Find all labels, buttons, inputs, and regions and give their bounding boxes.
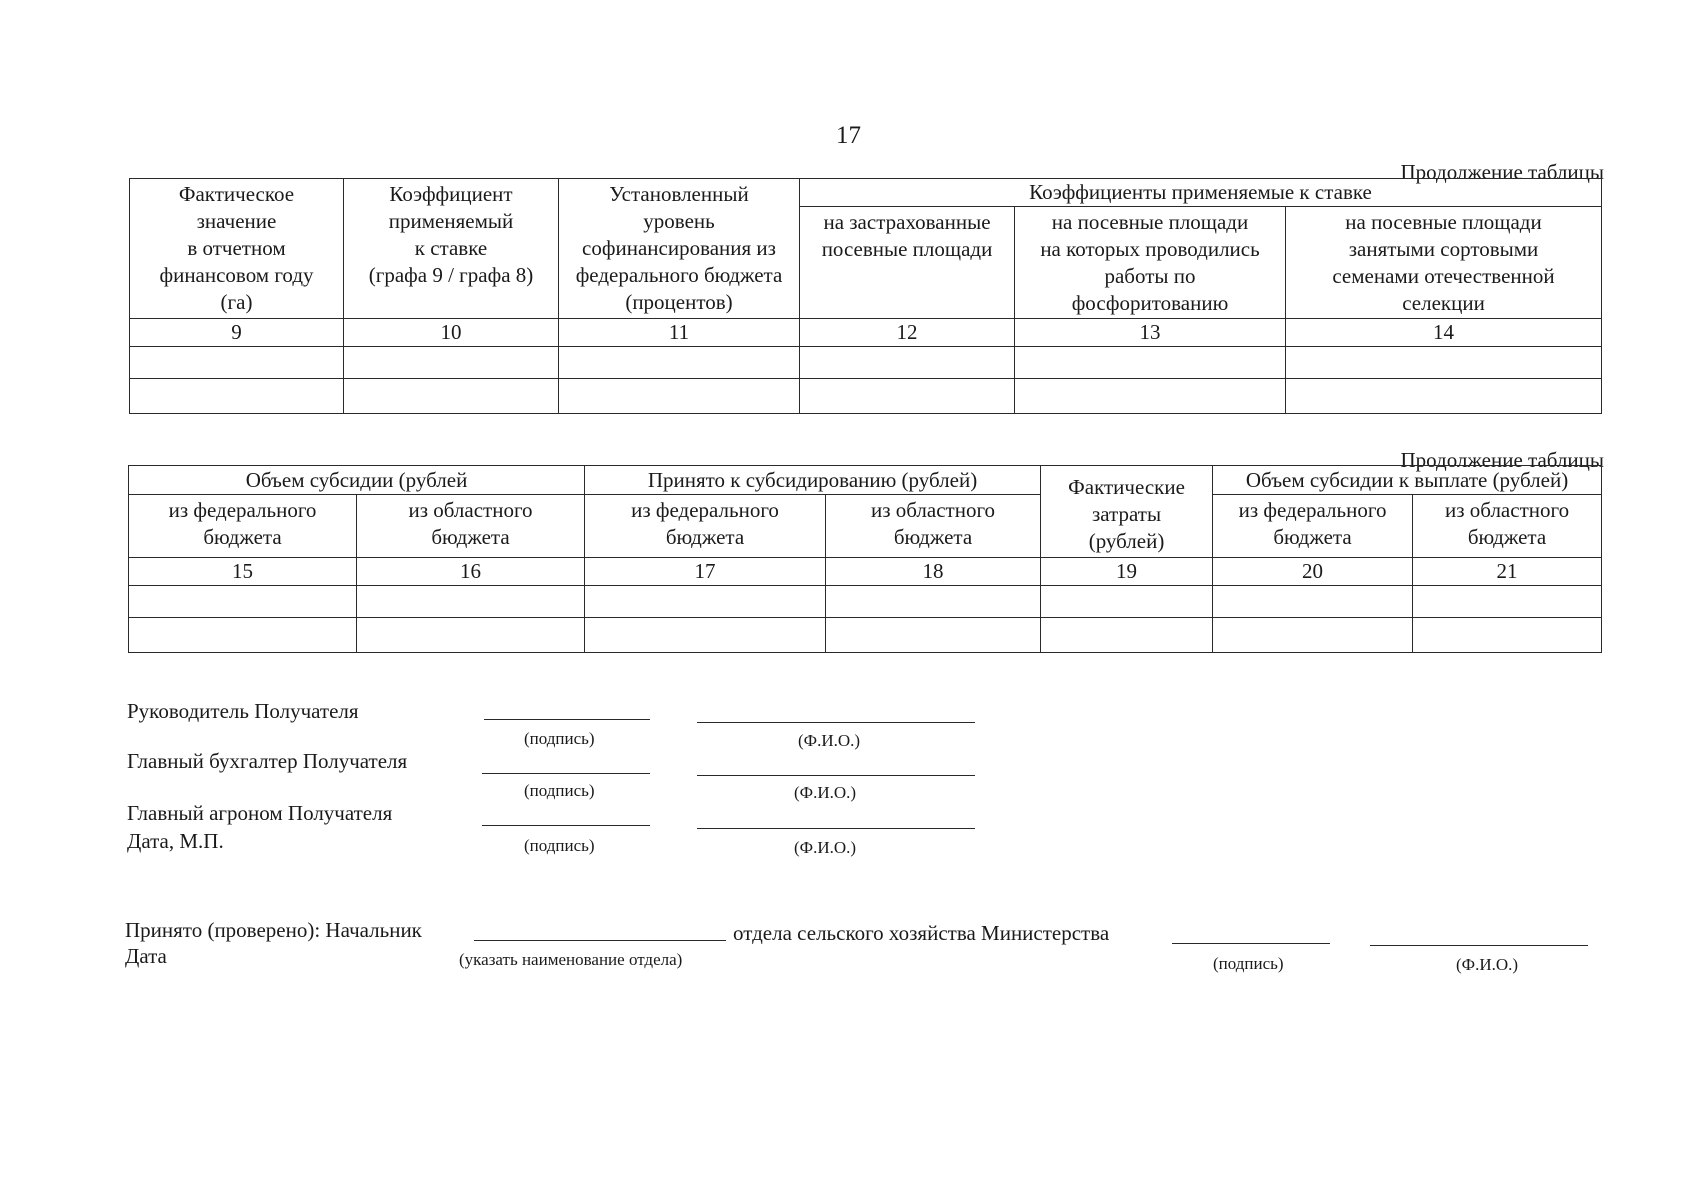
page-number: 17 xyxy=(836,122,861,149)
header-line: из областного xyxy=(870,498,996,523)
column-number: 19 xyxy=(1041,557,1213,585)
column-number: 16 xyxy=(357,557,585,585)
signature-caption: (подпись) xyxy=(524,781,595,800)
header-line: фосфоритованию xyxy=(1071,290,1229,315)
header-line: к ставке xyxy=(414,235,488,260)
table-cell[interactable] xyxy=(129,617,357,652)
header-line: софинансирования из xyxy=(582,235,776,260)
table-row xyxy=(129,617,1602,652)
header-domestic-seeds-areas xyxy=(1286,206,1602,319)
fio-caption: (Ф.И.О.) xyxy=(1456,955,1519,974)
header-line: работы по xyxy=(1104,263,1196,288)
agronomist-signature-line[interactable] xyxy=(482,825,650,826)
header-line: (графа 9 / графа 8) xyxy=(368,262,534,287)
table-cell[interactable] xyxy=(585,617,826,652)
column-number: 14 xyxy=(1286,319,1602,347)
header-federal-budget xyxy=(1213,495,1413,557)
header-line: бюджета xyxy=(1273,525,1352,550)
header-line: на которых проводились xyxy=(1040,236,1260,261)
table-cell[interactable] xyxy=(129,585,357,617)
table2-header-row-1 xyxy=(129,466,1602,495)
column-number: 18 xyxy=(826,557,1041,585)
header-regional-budget xyxy=(357,495,585,557)
header-line: селекции xyxy=(1402,290,1485,315)
column-number: 11 xyxy=(559,319,800,347)
signature-caption: (подпись) xyxy=(524,836,595,855)
table-cell[interactable] xyxy=(1213,617,1413,652)
column-number: 10 xyxy=(344,319,559,347)
coefficients-table xyxy=(129,178,1602,414)
header-regional-budget xyxy=(1413,495,1602,557)
header-cofinancing-level xyxy=(559,179,800,319)
header-line: (га) xyxy=(220,289,253,314)
header-line: семенами отечественной xyxy=(1332,263,1555,288)
head-of-recipient-label: Руководитель Получателя xyxy=(127,699,359,723)
column-number: 9 xyxy=(130,319,344,347)
agronomist-fio-line[interactable] xyxy=(697,828,975,829)
column-number: 20 xyxy=(1213,557,1413,585)
header-accepted-group: Принято к субсидированию (рублей) xyxy=(585,466,1041,495)
header-line: Коэффициент xyxy=(389,182,513,206)
header-actual-costs xyxy=(1041,466,1213,558)
column-number: 17 xyxy=(585,557,826,585)
header-line: Фактическое xyxy=(178,182,295,206)
chief-agronomist-label: Главный агроном Получателя xyxy=(127,801,393,825)
header-line: бюджета xyxy=(893,525,973,550)
header-line: затраты xyxy=(1091,501,1162,526)
subsidy-volume-table xyxy=(128,465,1602,653)
table-cell[interactable] xyxy=(344,347,559,379)
signature-caption: (подпись) xyxy=(524,729,595,748)
header-line: на застрахованные xyxy=(823,209,991,234)
table-row xyxy=(130,347,1602,379)
continuation-label-2: Продолжение таблицы xyxy=(1400,448,1604,472)
table-cell[interactable] xyxy=(1413,585,1602,617)
header-phosphorite-areas xyxy=(1015,206,1286,319)
header-line: на посевные площади xyxy=(1345,209,1542,234)
accepted-by-label: Принято (проверено): Начальник xyxy=(125,918,422,942)
continuation-label-1: Продолжение таблицы xyxy=(1400,160,1604,184)
header-line: бюджета xyxy=(203,525,282,550)
table-row xyxy=(130,379,1602,414)
table-cell[interactable] xyxy=(585,585,826,617)
department-name-line[interactable] xyxy=(474,940,726,941)
header-line: из областного xyxy=(1445,498,1570,523)
header-line: занятыми сортовыми xyxy=(1348,236,1539,261)
column-number: 21 xyxy=(1413,557,1602,585)
accountant-fio-line[interactable] xyxy=(697,775,975,776)
header-regional-budget xyxy=(826,495,1041,557)
accepted-date-label: Дата xyxy=(125,944,167,968)
header-line: уровень xyxy=(643,208,715,233)
header-line: из федерального xyxy=(168,498,317,523)
column-number: 13 xyxy=(1015,319,1286,347)
header-rate-coefficient xyxy=(344,179,559,319)
head-signature-line[interactable] xyxy=(484,719,650,720)
header-line: из областного xyxy=(408,498,533,523)
department-label: отдела сельского хозяйства Министерства xyxy=(733,921,1110,945)
chief-accountant-label: Главный бухгалтер Получателя xyxy=(127,749,408,773)
header-line: федерального бюджета xyxy=(575,262,783,287)
table-cell[interactable] xyxy=(800,347,1015,379)
table-cell[interactable] xyxy=(559,347,800,379)
header-line: из федерального xyxy=(631,498,779,523)
table2-column-numbers xyxy=(129,557,1602,585)
table-cell[interactable] xyxy=(1015,347,1286,379)
table2-header-row-2 xyxy=(129,495,1602,557)
table-cell[interactable] xyxy=(130,347,344,379)
header-actual-value xyxy=(130,179,344,319)
table1-header-row-1 xyxy=(130,179,1602,207)
table-cell[interactable] xyxy=(1015,379,1286,414)
header-insured-areas xyxy=(800,206,1015,319)
table-cell[interactable] xyxy=(1413,617,1602,652)
table-row xyxy=(129,585,1602,617)
table-cell[interactable] xyxy=(826,585,1041,617)
table-cell[interactable] xyxy=(1286,347,1602,379)
header-federal-budget xyxy=(585,495,826,557)
header-line: (рублей) xyxy=(1088,528,1165,553)
header-line: финансовом году xyxy=(159,262,314,287)
header-line: на посевные площади xyxy=(1051,209,1249,234)
signature-caption: (подпись) xyxy=(1213,954,1284,973)
header-line: из федерального xyxy=(1238,498,1387,523)
table-cell[interactable] xyxy=(1041,585,1213,617)
department-caption: (указать наименование отдела) xyxy=(459,950,683,969)
column-number: 15 xyxy=(129,557,357,585)
table-cell[interactable] xyxy=(1041,617,1213,652)
ministry-signature-line[interactable] xyxy=(1172,943,1330,944)
header-line: Установленный xyxy=(609,182,749,206)
column-number: 12 xyxy=(800,319,1015,347)
header-line: (процентов) xyxy=(625,289,733,314)
fio-caption: (Ф.И.О.) xyxy=(798,731,861,750)
table-cell[interactable] xyxy=(559,379,800,414)
accountant-signature-line[interactable] xyxy=(482,773,650,774)
header-line: бюджета xyxy=(1467,525,1547,550)
table-cell[interactable] xyxy=(1286,379,1602,414)
table-cell[interactable] xyxy=(344,379,559,414)
header-line: бюджета xyxy=(665,525,745,550)
ministry-fio-line[interactable] xyxy=(1370,945,1588,946)
header-line: Фактические xyxy=(1068,475,1185,499)
header-payout-group: Объем субсидии к выплате (рублей) xyxy=(1213,466,1602,495)
date-stamp-label: Дата, М.П. xyxy=(127,829,224,853)
header-coefficients-group: Коэффициенты применяемые к ставке xyxy=(800,179,1602,207)
header-federal-budget xyxy=(129,495,357,557)
table-cell[interactable] xyxy=(357,617,585,652)
table-cell[interactable] xyxy=(130,379,344,414)
table1-column-numbers xyxy=(130,319,1602,347)
header-subsidy-volume-group: Объем субсидии (рублей xyxy=(129,466,585,495)
header-line: бюджета xyxy=(431,525,510,550)
head-fio-line[interactable] xyxy=(697,722,975,723)
table-cell[interactable] xyxy=(826,617,1041,652)
fio-caption: (Ф.И.О.) xyxy=(794,838,857,857)
table-cell[interactable] xyxy=(800,379,1015,414)
header-line: значение xyxy=(196,208,277,233)
header-line: применяемый xyxy=(388,208,514,233)
header-line: в отчетном xyxy=(187,235,286,260)
header-line: посевные площади xyxy=(821,236,993,261)
fio-caption: (Ф.И.О.) xyxy=(794,783,857,802)
table-cell[interactable] xyxy=(357,585,585,617)
table-cell[interactable] xyxy=(1213,585,1413,617)
